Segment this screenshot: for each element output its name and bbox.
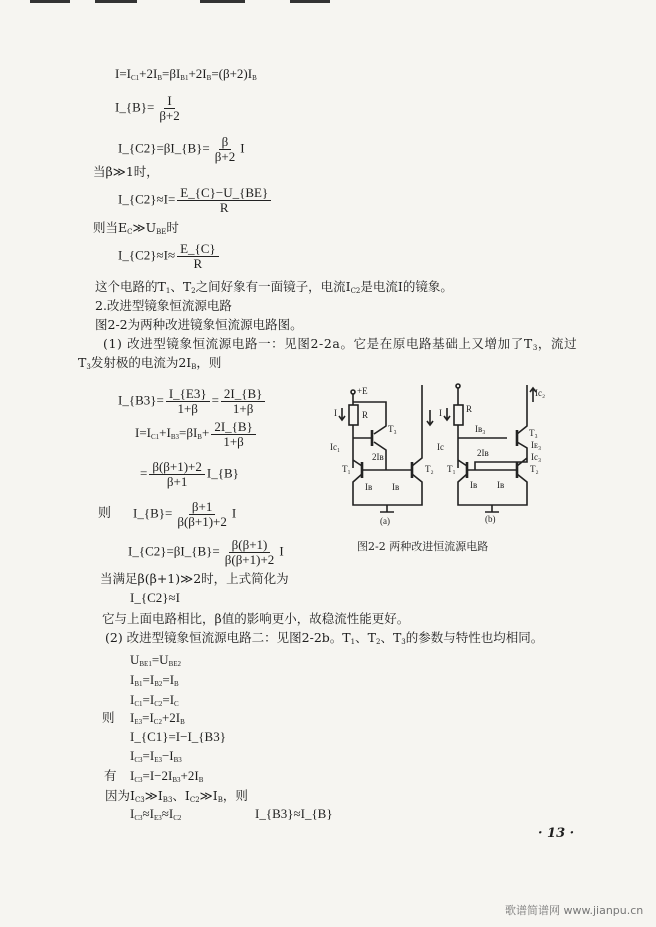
denominator xyxy=(174,402,200,416)
equation: I_{B3}≈I_{B} xyxy=(255,806,333,821)
circuit-b xyxy=(437,384,545,524)
label-resistor: R xyxy=(466,404,473,414)
equation-fraction xyxy=(118,135,245,164)
label-current: I xyxy=(334,408,337,418)
scan-mark xyxy=(30,0,70,3)
equation-part: = xyxy=(140,465,148,481)
label-you: 有 xyxy=(104,768,117,783)
equation-part: β(β+1)+2 xyxy=(177,514,227,529)
denominator xyxy=(191,257,206,271)
section-heading: 2.改进型镜象恒流源电路 xyxy=(95,298,232,313)
denominator xyxy=(220,435,246,449)
equation-part: I xyxy=(240,140,245,156)
equation-fraction xyxy=(135,420,258,449)
subfigure-label: (b) xyxy=(485,514,496,524)
fraction xyxy=(222,538,278,567)
equation-part: β+2 xyxy=(214,149,236,164)
equation-fraction xyxy=(140,460,239,489)
numerator xyxy=(164,94,174,109)
watermark: 歌谱简谱网 www.jianpu.cn xyxy=(505,904,644,917)
text-line: $T_3$发射极的电流为$2I_B$，则 xyxy=(78,355,222,371)
equation-part: β+2 xyxy=(159,108,180,123)
equation: $U_{BE1}=U_{BE2}$ xyxy=(130,652,182,668)
equation-part: I_{C2}≈I≈ xyxy=(118,247,176,263)
circuit-figure xyxy=(330,380,610,530)
equation: $I=I_{C1}+2I_B=\beta I_{B1}+2I_B=(\beta+2)I_B$ xyxy=(115,66,257,82)
equation-part: 2I_{B} xyxy=(223,386,263,401)
fraction xyxy=(211,420,255,449)
label-transistor: T₂ xyxy=(425,464,434,474)
label-transistor: T₂ xyxy=(530,464,539,474)
text-line: 因为$I_{C3}≫I_{B3}$、$I_{C2}≫I_B$，则 xyxy=(105,788,248,804)
numerator xyxy=(219,135,232,150)
equation-part: = xyxy=(211,392,219,408)
equation-part: β xyxy=(221,134,229,149)
text-line: 这个电路的$T_1$、$T_2$之间好象有一面镜子，电流$I_{C2}$是电流I的镜象。 xyxy=(95,279,453,295)
label-current: Iʙ xyxy=(365,482,373,492)
equation-part: β+1 xyxy=(191,499,213,514)
equation-part: I_{B}= xyxy=(115,99,155,115)
scan-mark xyxy=(95,0,137,3)
equation-part: I_{B}= xyxy=(133,505,173,521)
equation-part: β(β+1)+2 xyxy=(224,552,275,567)
label-resistor: R xyxy=(362,410,369,420)
denominator xyxy=(222,553,278,567)
label-current: Iʙ xyxy=(392,482,400,492)
equation-fraction xyxy=(118,387,267,416)
fraction xyxy=(177,242,219,271)
equation: $I_{B1}=I_{B2}=I_B$ xyxy=(130,672,179,688)
equation: $I_{C3}=I-2I_{B3}+2I_B$ xyxy=(130,768,204,784)
text-line: 当β≫1时， xyxy=(93,164,159,179)
label-transistor: T₃ xyxy=(388,424,397,434)
numerator xyxy=(177,242,219,257)
fraction xyxy=(212,135,238,164)
numerator xyxy=(229,538,271,553)
label-current: 2Iʙ xyxy=(477,448,489,458)
text-line: 则当$E_C≫U_{BE}$时 xyxy=(93,220,179,236)
label-ze: 则 xyxy=(102,710,115,725)
equation-part: I_{C2}≈I= xyxy=(118,191,176,207)
text-line: (2) 改进型镜象恒流源电路二：见图2-2b。$T_1$、$T_2$、$T_3$的参数与特性也均相同。 xyxy=(105,630,544,646)
equation: I_{C2}≈I xyxy=(130,590,180,605)
label-current: Iʙ₃ xyxy=(475,424,486,434)
equation-part: I_{C2}=βI_{B}= xyxy=(118,140,210,156)
equation-part: I xyxy=(231,505,237,521)
equation-fraction xyxy=(115,94,185,123)
equation-part: E_{C} xyxy=(180,241,216,256)
circuit-a xyxy=(330,385,434,526)
denominator xyxy=(217,201,232,215)
numerator xyxy=(177,186,271,201)
equation-part: β(β+1)+2 xyxy=(152,459,202,474)
label-transistor: T₃ xyxy=(529,428,538,438)
subfigure-label: (a) xyxy=(380,516,390,526)
fraction xyxy=(221,387,265,416)
equation-fraction xyxy=(118,242,221,271)
equation-part: I xyxy=(167,93,172,108)
equation-part: 1+β xyxy=(223,434,244,449)
equation: $I_{C3}=I_{E3}-I_{B3}$ xyxy=(130,748,182,764)
figure-caption: 图2-2 两种改进恒流源电路 xyxy=(357,540,489,553)
equation-part: 2I_{B} xyxy=(214,419,253,434)
equation: $I_{C1}=I_{C2}=I_C$ xyxy=(130,692,179,708)
text-line: 当满足β(β+1)≫2时，上式简化为 xyxy=(100,571,289,586)
numerator xyxy=(189,500,215,515)
equation-fraction xyxy=(128,538,284,567)
label-current: Iʙ xyxy=(470,480,478,490)
equation-part: I_{B} xyxy=(206,465,239,481)
label-current: Ic₂ xyxy=(535,388,546,398)
fraction xyxy=(156,94,182,123)
denominator xyxy=(174,515,230,529)
equation-part: $I=I_{C1}+I_{B3}=\beta I_B+$ xyxy=(135,425,210,442)
denominator xyxy=(164,475,190,489)
equation-part: 1+β xyxy=(177,401,198,416)
numerator xyxy=(211,420,255,435)
label-transistor: T₁ xyxy=(447,464,456,474)
equation: $I_{C3}\approx I_{E3}\approx I_{C2}$ xyxy=(130,806,182,822)
label-current: Iᴇ₃ xyxy=(531,440,542,450)
label-transistor: T₁ xyxy=(342,464,351,474)
equation: $I_{E3}=I_{C2}+2I_B$ xyxy=(130,710,185,726)
equation-part: I_{E3} xyxy=(168,386,207,401)
label-current: I xyxy=(439,408,442,418)
scan-mark xyxy=(290,0,330,3)
equation: I_{C1}=I−I_{B3} xyxy=(130,729,226,744)
page-number: · 13 · xyxy=(538,826,575,841)
numerator xyxy=(221,387,265,402)
denominator xyxy=(156,109,182,123)
label-supply: +E xyxy=(357,386,368,396)
text-line: 它与上面电路相比，β值的影响更小，故稳流性能更好。 xyxy=(102,611,410,626)
label-current: Ic xyxy=(437,442,444,452)
text-line: (1) 改进型镜象恒流源电路一：见图2-2a。它是在原电路基础上又增加了$T_3$，流过 xyxy=(103,336,578,352)
text-line: 图2-2为两种改进镜象恒流源电路图。 xyxy=(95,317,303,332)
equation-part: I xyxy=(279,543,284,559)
fraction xyxy=(166,387,210,416)
equation-fraction xyxy=(98,500,236,529)
label-current: Ic₃ xyxy=(531,452,542,462)
equation-part: R xyxy=(219,200,229,215)
numerator xyxy=(149,460,205,475)
fraction xyxy=(149,460,205,489)
label-ze: 则 xyxy=(98,506,112,522)
label-current: 2Iʙ xyxy=(372,452,384,462)
label-current: Iʙ xyxy=(497,480,505,490)
equation-part: β(β+1) xyxy=(231,537,268,552)
fraction xyxy=(174,500,230,529)
equation-fraction xyxy=(118,186,273,215)
fraction xyxy=(177,186,271,215)
equation-part: E_{C}−U_{BE} xyxy=(180,185,269,200)
denominator xyxy=(230,402,256,416)
equation-part: I_{C2}=βI_{B}= xyxy=(128,543,220,559)
scan-mark xyxy=(200,0,245,3)
equation-part: I_{B3}= xyxy=(118,392,164,408)
equation-part: R xyxy=(193,256,203,271)
denominator xyxy=(212,150,238,164)
numerator xyxy=(166,387,210,402)
equation-part: 1+β xyxy=(232,401,254,416)
equation-part: β+1 xyxy=(166,474,188,489)
label-current: Ic₁ xyxy=(330,442,341,452)
